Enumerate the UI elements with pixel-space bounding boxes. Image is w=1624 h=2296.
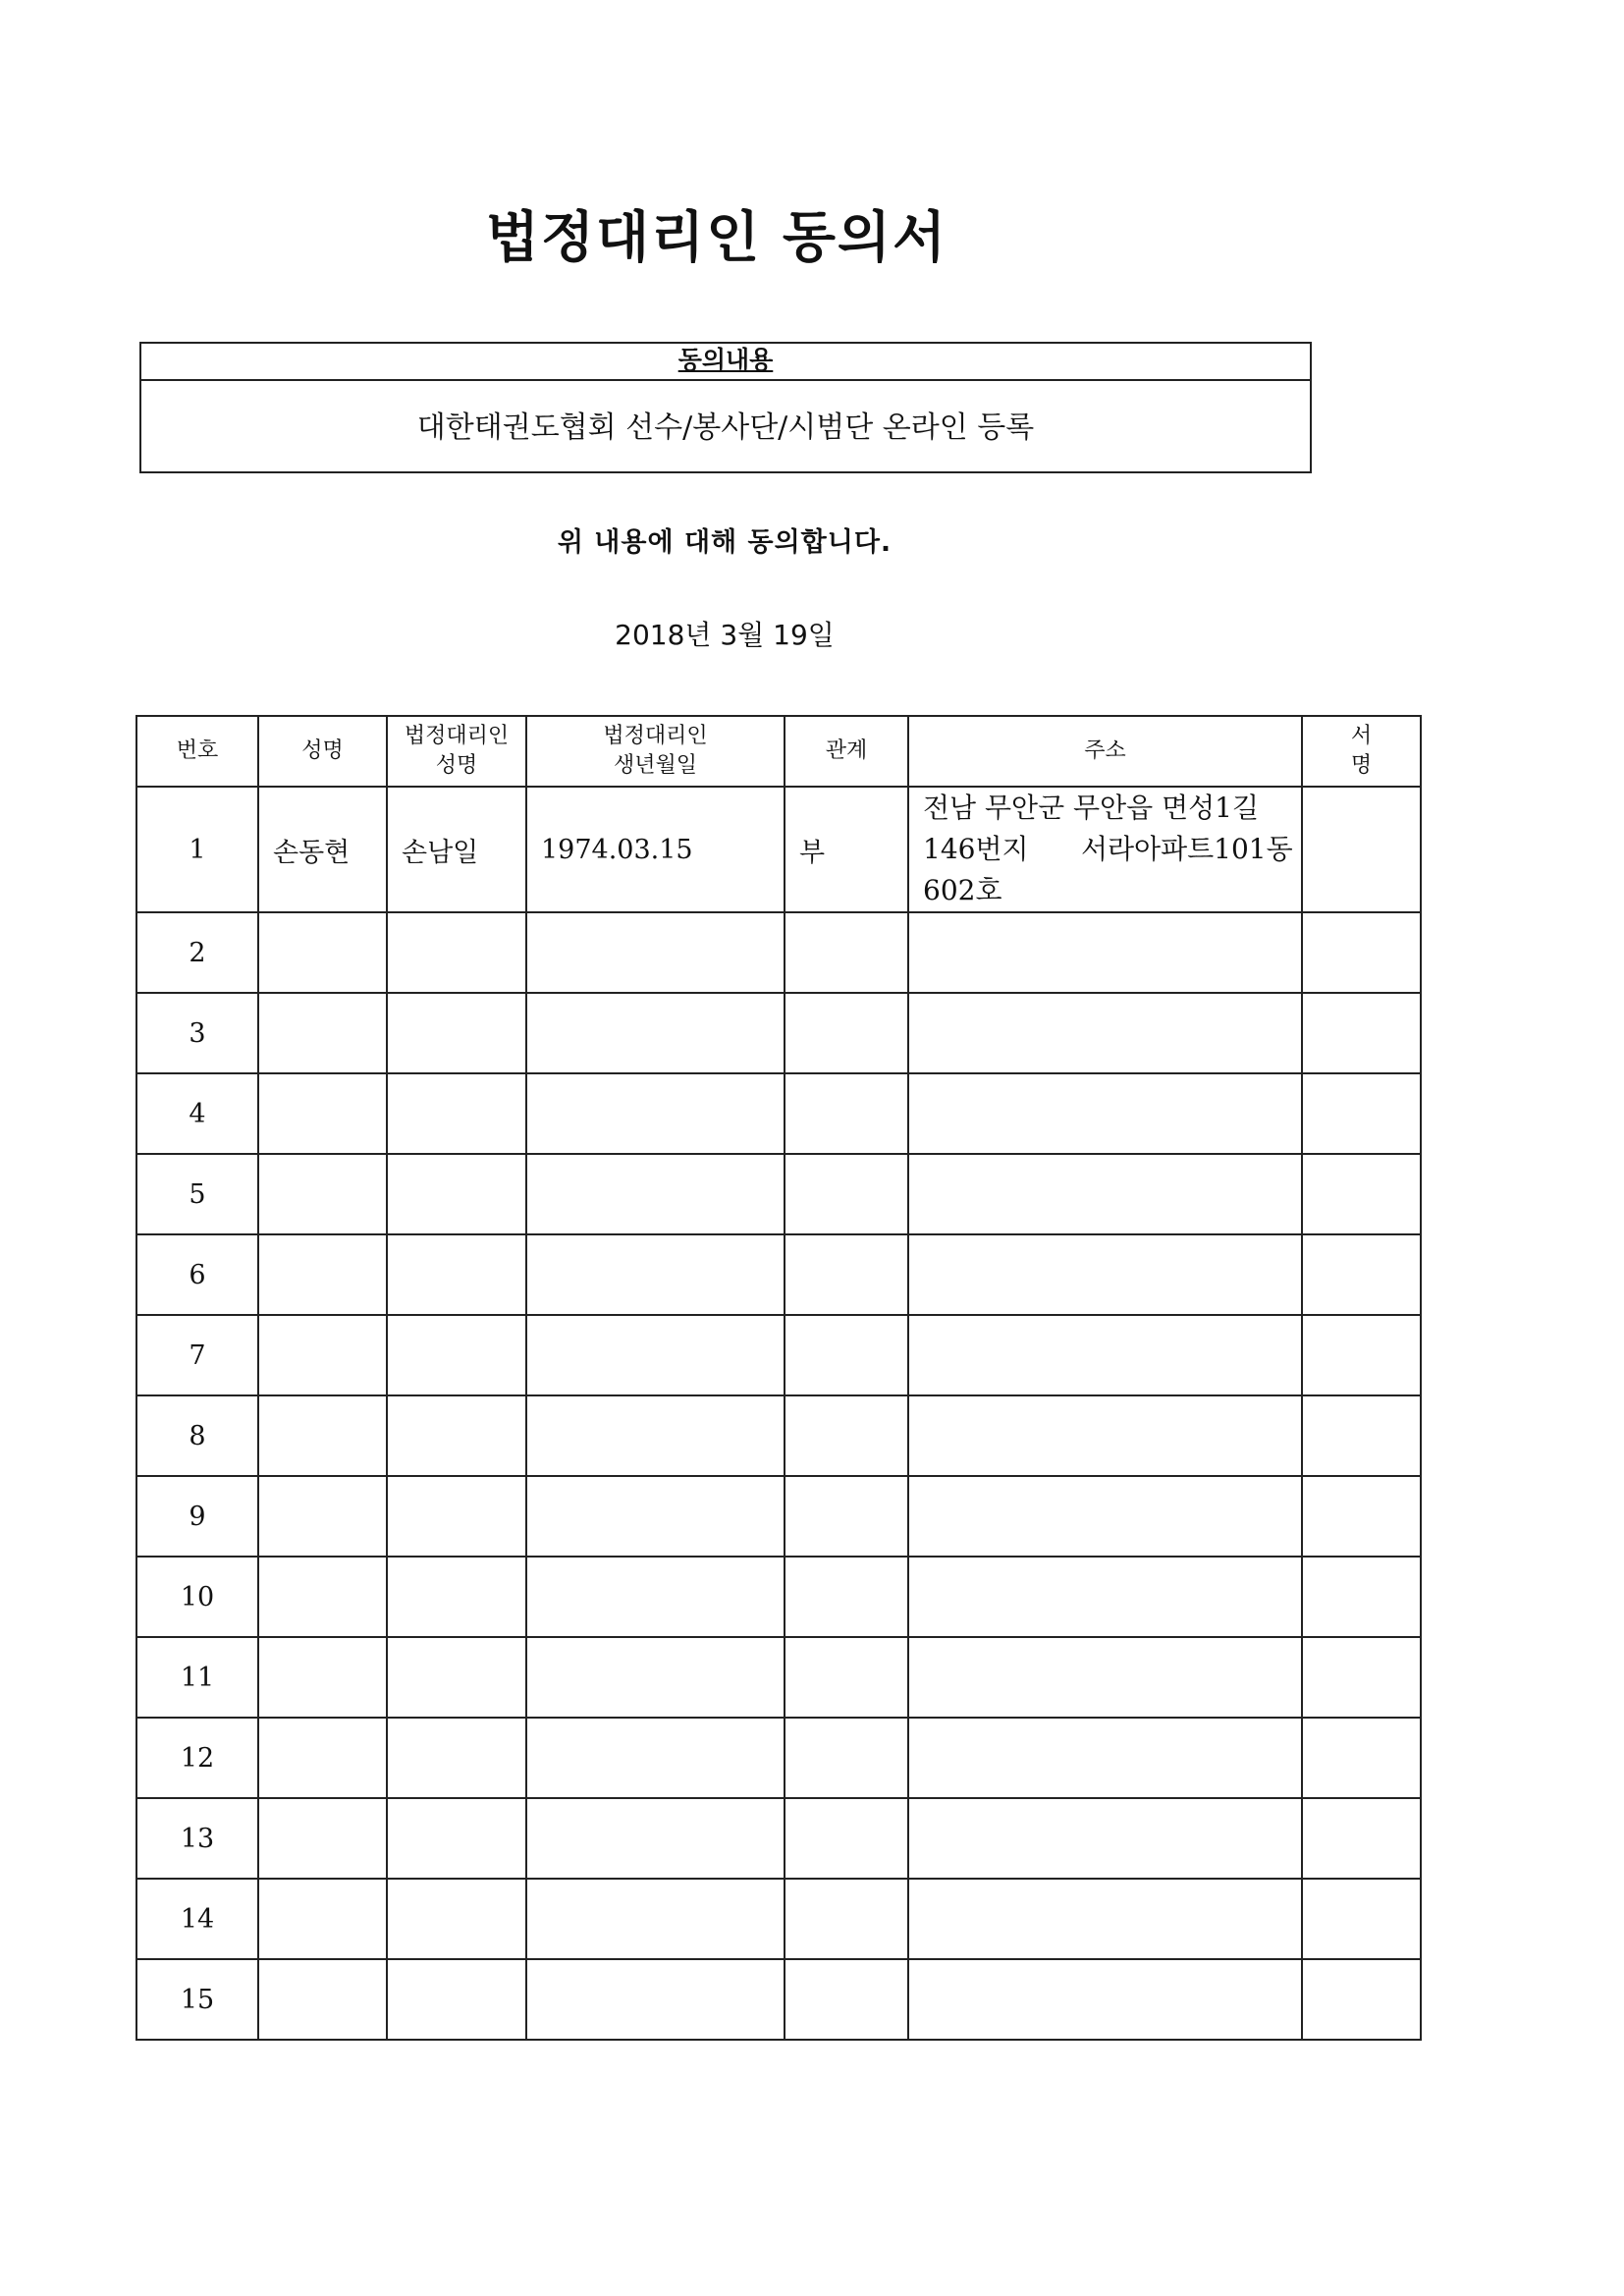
cell-guardian-name	[387, 1315, 526, 1395]
cell-address	[908, 912, 1302, 993]
header-name: 성명	[258, 716, 387, 787]
cell-address	[908, 1557, 1302, 1637]
cell-signature[interactable]	[1302, 1637, 1421, 1718]
cell-no: 13	[136, 1798, 258, 1879]
consent-box-header	[141, 344, 1310, 381]
consent-signature-table	[135, 715, 1422, 2041]
cell-signature[interactable]	[1302, 912, 1421, 993]
cell-signature[interactable]	[1302, 1476, 1421, 1557]
header-no: 번호	[136, 716, 258, 787]
cell-relation	[785, 1637, 908, 1718]
cell-guardian-name	[387, 1234, 526, 1315]
cell-no: 4	[136, 1073, 258, 1154]
cell-name	[258, 993, 387, 1073]
table-row	[136, 1073, 1421, 1154]
cell-address	[908, 1476, 1302, 1557]
cell-relation	[785, 1154, 908, 1234]
cell-name	[258, 1557, 387, 1637]
cell-guardian-name	[387, 1959, 526, 2040]
cell-relation	[785, 1798, 908, 1879]
cell-name	[258, 1395, 387, 1476]
table-row	[136, 1476, 1421, 1557]
cell-address	[908, 993, 1302, 1073]
cell-signature[interactable]	[1302, 1154, 1421, 1234]
address-line-3: 602호	[923, 874, 1002, 906]
cell-guardian-birth	[526, 1476, 785, 1557]
cell-no: 11	[136, 1637, 258, 1718]
cell-guardian-birth	[526, 1234, 785, 1315]
header-relation: 관계	[785, 716, 908, 787]
cell-no: 10	[136, 1557, 258, 1637]
cell-name	[258, 1315, 387, 1395]
cell-signature[interactable]	[1302, 1395, 1421, 1476]
cell-relation	[785, 1315, 908, 1395]
cell-no: 7	[136, 1315, 258, 1395]
cell-name: 손동현	[258, 787, 387, 912]
table-row	[136, 1315, 1421, 1395]
cell-relation	[785, 1557, 908, 1637]
cell-signature[interactable]	[1302, 787, 1421, 912]
cell-no: 12	[136, 1718, 258, 1798]
cell-guardian-birth	[526, 993, 785, 1073]
table-row	[136, 787, 1421, 912]
cell-guardian-birth: 1974.03.15	[526, 787, 785, 912]
cell-relation	[785, 1959, 908, 2040]
header-signature-line1: 서	[1350, 724, 1373, 748]
cell-relation	[785, 993, 908, 1073]
cell-guardian-name	[387, 912, 526, 993]
address-line-2: 146번지 서라아파트101동	[923, 833, 1293, 865]
cell-name	[258, 1798, 387, 1879]
cell-address	[908, 1234, 1302, 1315]
cell-guardian-birth	[526, 1718, 785, 1798]
cell-signature[interactable]	[1302, 1879, 1421, 1959]
cell-guardian-name	[387, 1395, 526, 1476]
cell-relation: 부	[785, 787, 908, 912]
cell-guardian-name: 손남일	[387, 787, 526, 912]
cell-signature[interactable]	[1302, 1718, 1421, 1798]
table-row	[136, 1637, 1421, 1718]
cell-relation	[785, 1234, 908, 1315]
cell-guardian-name	[387, 1637, 526, 1718]
cell-guardian-name	[387, 1557, 526, 1637]
table-row	[136, 1154, 1421, 1234]
cell-signature[interactable]	[1302, 993, 1421, 1073]
table-row	[136, 1234, 1421, 1315]
cell-guardian-birth	[526, 1798, 785, 1879]
cell-name	[258, 1476, 387, 1557]
cell-name	[258, 1154, 387, 1234]
table-row	[136, 1395, 1421, 1476]
cell-guardian-birth	[526, 1637, 785, 1718]
cell-no: 2	[136, 912, 258, 993]
cell-no: 3	[136, 993, 258, 1073]
cell-address	[908, 1798, 1302, 1879]
document-date: 2018년 3월 19일	[615, 619, 835, 651]
cell-address	[908, 1718, 1302, 1798]
header-guardian-birth-line1: 법정대리인	[603, 724, 708, 748]
cell-guardian-birth	[526, 1073, 785, 1154]
cell-name	[258, 1073, 387, 1154]
cell-name	[258, 1879, 387, 1959]
table-row	[136, 993, 1421, 1073]
cell-no: 5	[136, 1154, 258, 1234]
header-guardian-name-line2: 성명	[435, 753, 478, 778]
cell-address	[908, 1154, 1302, 1234]
cell-signature[interactable]	[1302, 1315, 1421, 1395]
cell-guardian-name	[387, 1798, 526, 1879]
cell-address	[908, 1959, 1302, 2040]
cell-address	[908, 1315, 1302, 1395]
cell-no: 1	[136, 787, 258, 912]
cell-guardian-name	[387, 1718, 526, 1798]
table-row	[136, 1959, 1421, 2040]
cell-guardian-birth	[526, 1959, 785, 2040]
table-header-row	[136, 716, 1421, 787]
cell-guardian-birth	[526, 1395, 785, 1476]
cell-guardian-name	[387, 1879, 526, 1959]
cell-signature[interactable]	[1302, 1234, 1421, 1315]
header-guardian-birth	[526, 716, 785, 787]
cell-name	[258, 1718, 387, 1798]
cell-guardian-birth	[526, 1154, 785, 1234]
cell-signature[interactable]	[1302, 1557, 1421, 1637]
cell-signature[interactable]	[1302, 1073, 1421, 1154]
cell-address	[908, 1879, 1302, 1959]
cell-no: 14	[136, 1879, 258, 1959]
cell-guardian-birth	[526, 1557, 785, 1637]
cell-signature[interactable]	[1302, 1798, 1421, 1879]
cell-name	[258, 1234, 387, 1315]
cell-address	[908, 1395, 1302, 1476]
cell-address	[908, 1073, 1302, 1154]
table-row	[136, 1557, 1421, 1637]
cell-name	[258, 1637, 387, 1718]
cell-address	[908, 1637, 1302, 1718]
cell-no: 6	[136, 1234, 258, 1315]
header-guardian-birth-line2: 생년월일	[613, 753, 697, 778]
cell-relation	[785, 1879, 908, 1959]
header-signature-line2: 명	[1350, 753, 1373, 778]
table-row	[136, 1718, 1421, 1798]
consent-header-label: 동의내용	[677, 346, 774, 374]
cell-name	[258, 912, 387, 993]
page-title: 법정대리인 동의서	[485, 206, 948, 270]
cell-relation	[785, 1073, 908, 1154]
header-address: 주소	[908, 716, 1302, 787]
table-row	[136, 1879, 1421, 1959]
cell-no: 15	[136, 1959, 258, 2040]
cell-guardian-name	[387, 1073, 526, 1154]
cell-name	[258, 1959, 387, 2040]
table-row	[136, 912, 1421, 993]
cell-guardian-name	[387, 1154, 526, 1234]
cell-relation	[785, 1718, 908, 1798]
header-signature	[1302, 716, 1421, 787]
cell-guardian-birth	[526, 1879, 785, 1959]
header-guardian-name	[387, 716, 526, 787]
cell-no: 8	[136, 1395, 258, 1476]
cell-relation	[785, 1395, 908, 1476]
cell-guardian-birth	[526, 1315, 785, 1395]
table-row	[136, 1798, 1421, 1879]
header-guardian-name-line1: 법정대리인	[404, 724, 510, 748]
cell-relation	[785, 912, 908, 993]
consent-content-box	[139, 342, 1312, 473]
address-line-1: 전남 무안군 무안읍 면성1길	[923, 792, 1260, 824]
cell-address	[908, 787, 1302, 912]
cell-signature[interactable]	[1302, 1959, 1421, 2040]
cell-relation	[785, 1476, 908, 1557]
agreement-statement: 위 내용에 대해 동의합니다.	[557, 527, 893, 558]
cell-guardian-name	[387, 993, 526, 1073]
cell-no: 9	[136, 1476, 258, 1557]
cell-guardian-name	[387, 1476, 526, 1557]
cell-guardian-birth	[526, 912, 785, 993]
consent-box-content: 대한태권도협회 선수/봉사단/시범단 온라인 등록	[416, 410, 1035, 445]
